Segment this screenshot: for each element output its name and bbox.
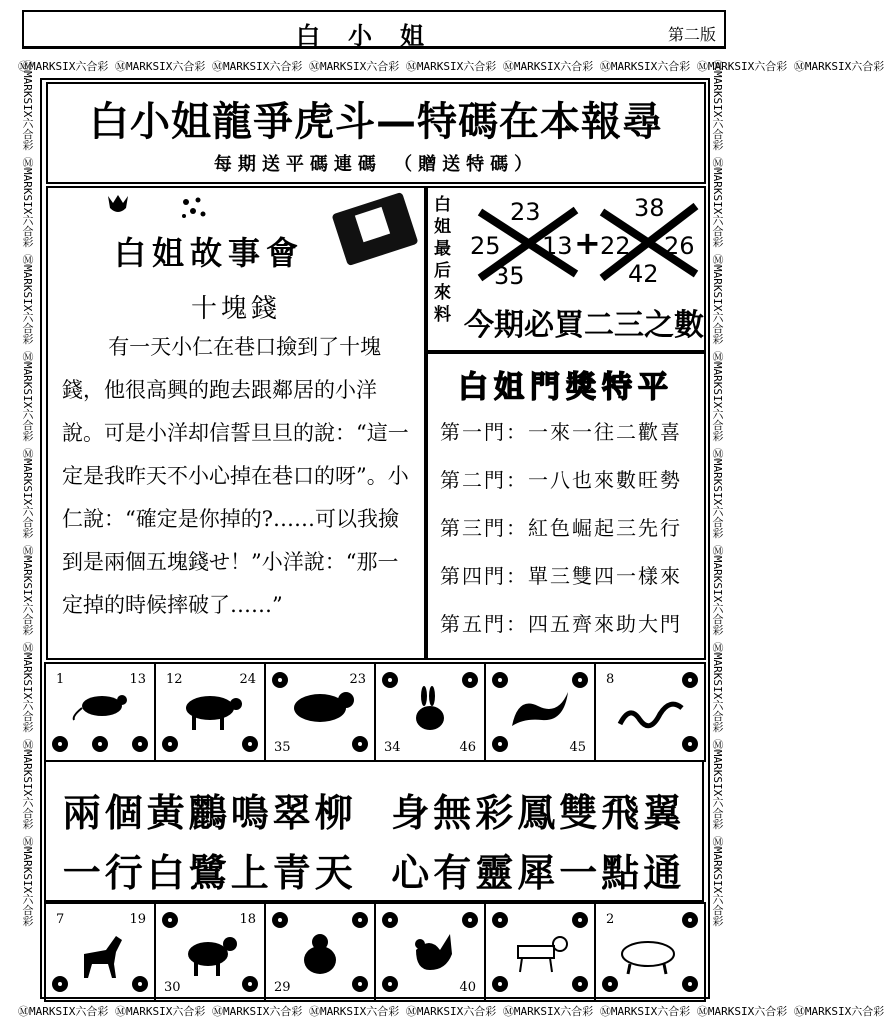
story-paragraph: 有一天小仁在巷口撿到了十塊錢，他很高興的跑去跟鄰居的小洋說。可是小洋却信誓旦旦的說：“這一定是我昨天不小心掉在巷口的呀”。小仁說：“確定是你掉的?……可以我撿到是兩個五塊錢せ！”小洋說：“那一定掉的時候摔破了……” (62, 335, 409, 617)
zodiac-cell-rabbit (374, 662, 486, 762)
poem-line (46, 782, 702, 837)
zodiac-ball (132, 736, 148, 752)
zodiac-number: 8 (606, 672, 615, 687)
gate-text: 一來一往二歡喜 (528, 420, 682, 444)
zodiac-ball (682, 976, 698, 992)
gate-row: 第二門：一八也來數旺勢 (440, 468, 682, 492)
zodiac-ball (572, 672, 588, 688)
tip-number: 42 (628, 260, 659, 288)
zodiac-cell-pig (594, 902, 706, 1002)
gate-text: 四五齊來助大門 (528, 612, 682, 636)
poem-panel (44, 760, 704, 902)
zodiac-number: 34 (384, 740, 401, 755)
monkey-icon (296, 932, 346, 978)
ox-icon (180, 688, 244, 732)
gate-row: 第五門：四五齊來助大門 (440, 612, 682, 636)
tip-number: 35 (494, 262, 525, 290)
zodiac-ball (492, 912, 508, 928)
story-body (62, 326, 416, 627)
tip-side-label: 白姐最后來料 (434, 195, 451, 325)
gate-label: 第一門 (440, 420, 506, 444)
zodiac-cell-rat (44, 662, 156, 762)
zodiac-ball (682, 672, 698, 688)
zodiac-ball (242, 976, 258, 992)
zodiac-number: 35 (274, 740, 291, 755)
zodiac-ball (352, 736, 368, 752)
poem-phrase: 兩個黃鸝鳴翠柳 (62, 791, 357, 835)
zodiac-ball (272, 672, 288, 688)
banner-subline: 每期送平碼連碼 （贈送特碼） (213, 154, 539, 175)
zodiac-ball (572, 912, 588, 928)
zodiac-number: 29 (274, 980, 291, 995)
pig-icon (614, 936, 686, 976)
tip-number: 25 (470, 232, 501, 260)
gates-title: 白姐門獎特平 (458, 370, 674, 405)
book-icon (331, 192, 418, 266)
zodiac-number: 40 (459, 980, 476, 995)
poem-phrase: 身無彩鳳雙飛翼 (391, 791, 686, 835)
zodiac-number: 19 (129, 912, 146, 927)
marksix-strip-top: ⓂMARKSIX六合彩 ⓂMARKSIX六合彩 ⓂMARKSIX六合彩 ⓂMARKSIX六合彩 ⓂMARKSIX六合彩 ⓂMARKSIX六合彩 ⓂMARKSIX六合彩 ⓂMARKSIX六合彩 ⓂMARKSIX六合彩 (18, 60, 884, 73)
zodiac-ball (162, 736, 178, 752)
gate-row: 第四門：單三雙四一樣來 (440, 564, 682, 588)
tip-message: 今期必買二三之數 (464, 308, 704, 343)
zodiac-row-bottom (44, 902, 700, 1000)
flower-icon (176, 194, 210, 224)
zodiac-ball (382, 912, 398, 928)
zodiac-number: 7 (56, 912, 65, 927)
zodiac-cell-tiger (264, 662, 376, 762)
zodiac-ball (162, 912, 178, 928)
zodiac-cell-goat (154, 902, 266, 1002)
zodiac-cell-ox (154, 662, 266, 762)
page-title: 白小姐 (296, 21, 452, 50)
gate-label: 第四門 (440, 564, 506, 588)
gate-text: 一八也來數旺勢 (528, 468, 682, 492)
zodiac-number: 24 (239, 672, 256, 687)
zodiac-number: 30 (164, 980, 181, 995)
zodiac-cell-dragon (484, 662, 596, 762)
zodiac-ball (572, 976, 588, 992)
tip-number: 22 (600, 232, 631, 260)
zodiac-number: 46 (459, 740, 476, 755)
zodiac-ball (352, 912, 368, 928)
zodiac-ball (242, 736, 258, 752)
poem-line (46, 842, 702, 897)
zodiac-ball (272, 912, 288, 928)
marksix-strip-bottom: ⓂMARKSIX六合彩 ⓂMARKSIX六合彩 ⓂMARKSIX六合彩 ⓂMARKSIX六合彩 ⓂMARKSIX六合彩 ⓂMARKSIX六合彩 ⓂMARKSIX六合彩 ⓂMARKSIX六合彩 ⓂMARKSIX六合彩 (18, 1005, 884, 1018)
zodiac-number: 1 (56, 672, 65, 687)
poem-phrase: 一行白鷺上青天 (62, 851, 357, 895)
zodiac-cell-dog (484, 902, 596, 1002)
story-headline: 十塊錢 (190, 294, 281, 324)
snake-icon (616, 694, 686, 734)
zodiac-number: 23 (349, 672, 366, 687)
rooster-icon (406, 930, 456, 978)
tip-number: 26 (664, 232, 695, 260)
zodiac-ball (352, 976, 368, 992)
banner-headline: 白小姐龍爭虎斗—特碼在本報尋 (89, 99, 663, 145)
zodiac-cell-horse (44, 902, 156, 1002)
zodiac-ball (492, 672, 508, 688)
tip-number: 13 (542, 232, 573, 260)
goat-icon (182, 932, 240, 978)
zodiac-number: 12 (166, 672, 183, 687)
zodiac-ball (52, 736, 68, 752)
zodiac-ball (132, 976, 148, 992)
marksix-strip-right: ⓂMARKSIX六合彩 ⓂMARKSIX六合彩 ⓂMARKSIX六合彩 ⓂMARKSIX六合彩 ⓂMARKSIX六合彩 ⓂMARKSIX六合彩 ⓂMARKSIX六合彩 ⓂMARKSIX六合彩 ⓂMARKSIX六合彩 (711, 60, 724, 927)
edition-label: 第二版 (667, 25, 716, 44)
tip-number: 23 (510, 198, 541, 226)
tiger-icon (286, 688, 356, 732)
rabbit-icon (408, 686, 452, 734)
tip-number: 38 (634, 194, 665, 222)
zodiac-ball (92, 736, 108, 752)
tip-panel (426, 186, 706, 352)
gate-text: 紅色崛起三先行 (528, 516, 682, 540)
zodiac-cell-monkey (264, 902, 376, 1002)
gate-label: 第五門 (440, 612, 506, 636)
zodiac-ball (682, 736, 698, 752)
zodiac-number: 2 (606, 912, 615, 927)
zodiac-number: 13 (129, 672, 146, 687)
zodiac-cell-rooster (374, 902, 486, 1002)
zodiac-ball (462, 672, 478, 688)
gates-panel (426, 352, 706, 660)
page-header (22, 10, 726, 49)
gate-label: 第三門 (440, 516, 506, 540)
tulip-icon (106, 194, 130, 216)
zodiac-ball (382, 672, 398, 688)
gate-text: 單三雙四一樣來 (528, 564, 682, 588)
zodiac-ball (492, 736, 508, 752)
rat-icon (72, 686, 132, 722)
marksix-strip-left: ⓂMARKSIX六合彩 ⓂMARKSIX六合彩 ⓂMARKSIX六合彩 ⓂMARKSIX六合彩 ⓂMARKSIX六合彩 ⓂMARKSIX六合彩 ⓂMARKSIX六合彩 ⓂMARKSIX六合彩 ⓂMARKSIX六合彩 (21, 60, 34, 927)
zodiac-number: 45 (569, 740, 586, 755)
gate-row: 第一門：一來一往二歡喜 (440, 420, 682, 444)
zodiac-cell-snake (594, 662, 706, 762)
gate-row: 第三門：紅色崛起三先行 (440, 516, 682, 540)
poem-phrase: 心有靈犀一點通 (391, 851, 686, 895)
gate-label: 第二門 (440, 468, 506, 492)
plus-sign: + (574, 224, 601, 262)
dog-icon (508, 932, 572, 976)
zodiac-ball (682, 912, 698, 928)
story-panel (46, 186, 426, 660)
zodiac-row-top (44, 662, 700, 760)
story-column-title: 白姐故事會 (114, 234, 305, 272)
zodiac-number: 18 (239, 912, 256, 927)
zodiac-ball (52, 976, 68, 992)
zodiac-ball (462, 912, 478, 928)
zodiac-ball (492, 976, 508, 992)
dragon-icon (508, 686, 572, 734)
horse-icon (76, 930, 126, 980)
headline-banner (46, 82, 706, 184)
zodiac-ball (602, 976, 618, 992)
zodiac-ball (382, 976, 398, 992)
